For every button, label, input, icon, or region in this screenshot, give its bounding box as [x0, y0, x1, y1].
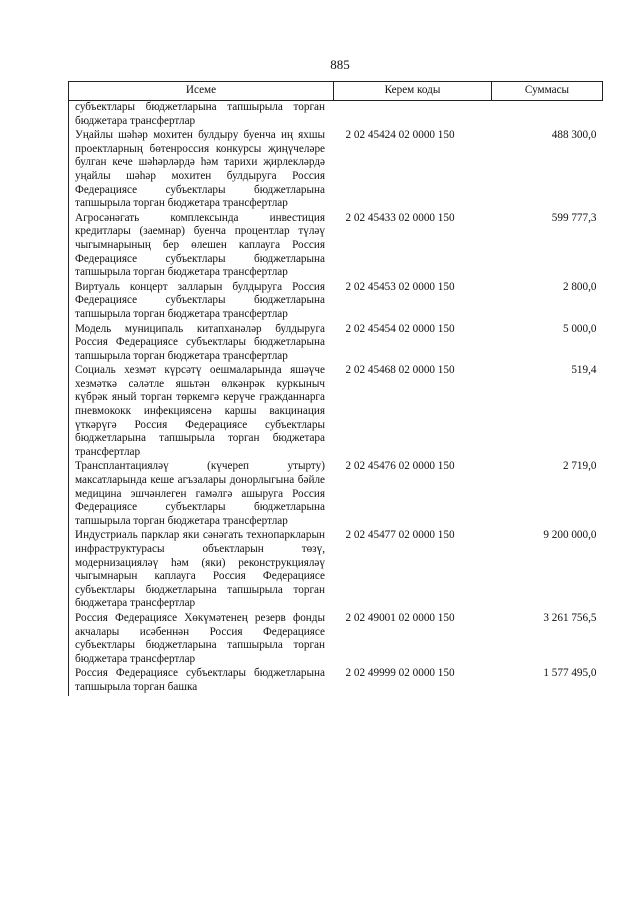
- row-sum: 488 300,0: [551, 129, 597, 142]
- row-sum: 1 577 495,0: [543, 667, 597, 680]
- row-code: [334, 101, 492, 130]
- row-sum: 2 719,0: [562, 460, 597, 473]
- row-code: 2 02 49001 02 0000 150: [345, 611, 455, 624]
- row-code: 2 02 45476 02 0000 150: [345, 460, 455, 473]
- row-name: Уңайлы шәһәр мохитен булдыру буенча иң яхшы проектларның бөтенроссия конкурсы җиңүчеләре булган кече шәһәрләрдә һәм тарихи җирлекләрдә уңайлы шәһәр мохитен булдыруга Россия Федерациясе субъектлары бюджетларына тапшырыла торган бюджетара трансфертлар: [75, 129, 325, 210]
- row-name: Виртуаль концерт залларын булдыруга Россия Федерациясе субъектлары бюджетларына тапшырыла торган бюджетара трансфертлар: [75, 280, 325, 320]
- row-name: Россия Федерациясе субъектлары бюджетларына тапшырыла торган башка: [75, 667, 325, 693]
- row-name: Индустриаль парклар яки сәнәгать технопаркларын инфраструктурасы объектларын төзү, модернизацияләү һәм (яки) реконструкцияләү чыгымнарын каплауга Россия Федерациясе субъектлары бюджетларына тапшырыла торган бюджетара трансфертлар: [75, 529, 325, 610]
- row-sum: 599 777,3: [551, 211, 597, 224]
- budget-table: [68, 81, 603, 696]
- row-sum: [492, 101, 603, 130]
- page-number: 885: [330, 57, 350, 72]
- row-code: 2 02 45454 02 0000 150: [345, 322, 455, 335]
- table-row: [69, 460, 603, 529]
- table-row: [69, 364, 603, 460]
- row-name: Модель муниципаль китапханәләр булдыруга Россия Федерациясе субъектлары бюджетларына тапшырыла торган бюджетара трансфертлар: [75, 322, 325, 362]
- table-row: [69, 667, 603, 695]
- row-name: субъектлары бюджетларына тапшырыла торган бюджетара трансфертлар: [75, 101, 325, 127]
- table-row: [69, 129, 603, 212]
- row-code: 2 02 45453 02 0000 150: [345, 280, 455, 293]
- table-row: [69, 101, 603, 130]
- row-sum: 5 000,0: [562, 322, 597, 335]
- row-sum: 519,4: [571, 364, 597, 377]
- header-sum: Суммасы: [492, 82, 603, 101]
- table-row: [69, 212, 603, 281]
- row-name: Россия Федерациясе Хөкүмәтенең резерв фонды акчалары исәбеннән Россия Федерациясе субъектлары бюджетларына тапшырыла торган бюджетара трансфертлар: [75, 611, 325, 665]
- table-row: [69, 612, 603, 667]
- header-name: Исеме: [69, 82, 334, 101]
- row-name: Агросәнәгать комплексында инвестиция кредитлары (заемнар) буенча процентлар түләү чыгымнарының бер өлешен каплауга Россия Федерациясе субъектлары бюджетларына тапшырыла торган бюджетара трансфертлар: [75, 211, 325, 279]
- row-name: Социаль хезмәт күрсәтү оешмаларында яшәүче хезмәткә сәләтле яшьтән өлкәнрәк куркыныч күбрәк яный торган төркемгә керүче гражданнарга пневмококк инфекциясенә каршы вакцинация үткәрүгә Россия Федерациясе субъектлары бюджетларына тапшырыла торган бюджетара трансфертлар: [75, 364, 325, 458]
- row-sum: 9 200 000,0: [543, 529, 597, 542]
- row-code: 2 02 45468 02 0000 150: [345, 364, 455, 377]
- table-row: [69, 281, 603, 323]
- row-sum: 2 800,0: [562, 280, 597, 293]
- row-code: 2 02 45424 02 0000 150: [345, 129, 455, 142]
- header-code: Керем коды: [334, 82, 492, 101]
- table-row: [69, 323, 603, 365]
- row-code: 2 02 49999 02 0000 150: [345, 667, 455, 680]
- row-name: Трансплантацияләү (күчереп утырту) максатларында кеше агъзалары донорлыгына бәйле медицина эшчәнлеген гамәлгә ашыруга Россия Федерациясе субъектлары бюджетларына тапшырыла торган бюджетара трансфертлар: [75, 460, 325, 527]
- row-code: 2 02 45477 02 0000 150: [345, 529, 455, 542]
- table-row: [69, 529, 603, 612]
- row-sum: 3 261 756,5: [543, 611, 597, 624]
- row-code: 2 02 45433 02 0000 150: [345, 211, 455, 224]
- table-header-row: [69, 82, 603, 101]
